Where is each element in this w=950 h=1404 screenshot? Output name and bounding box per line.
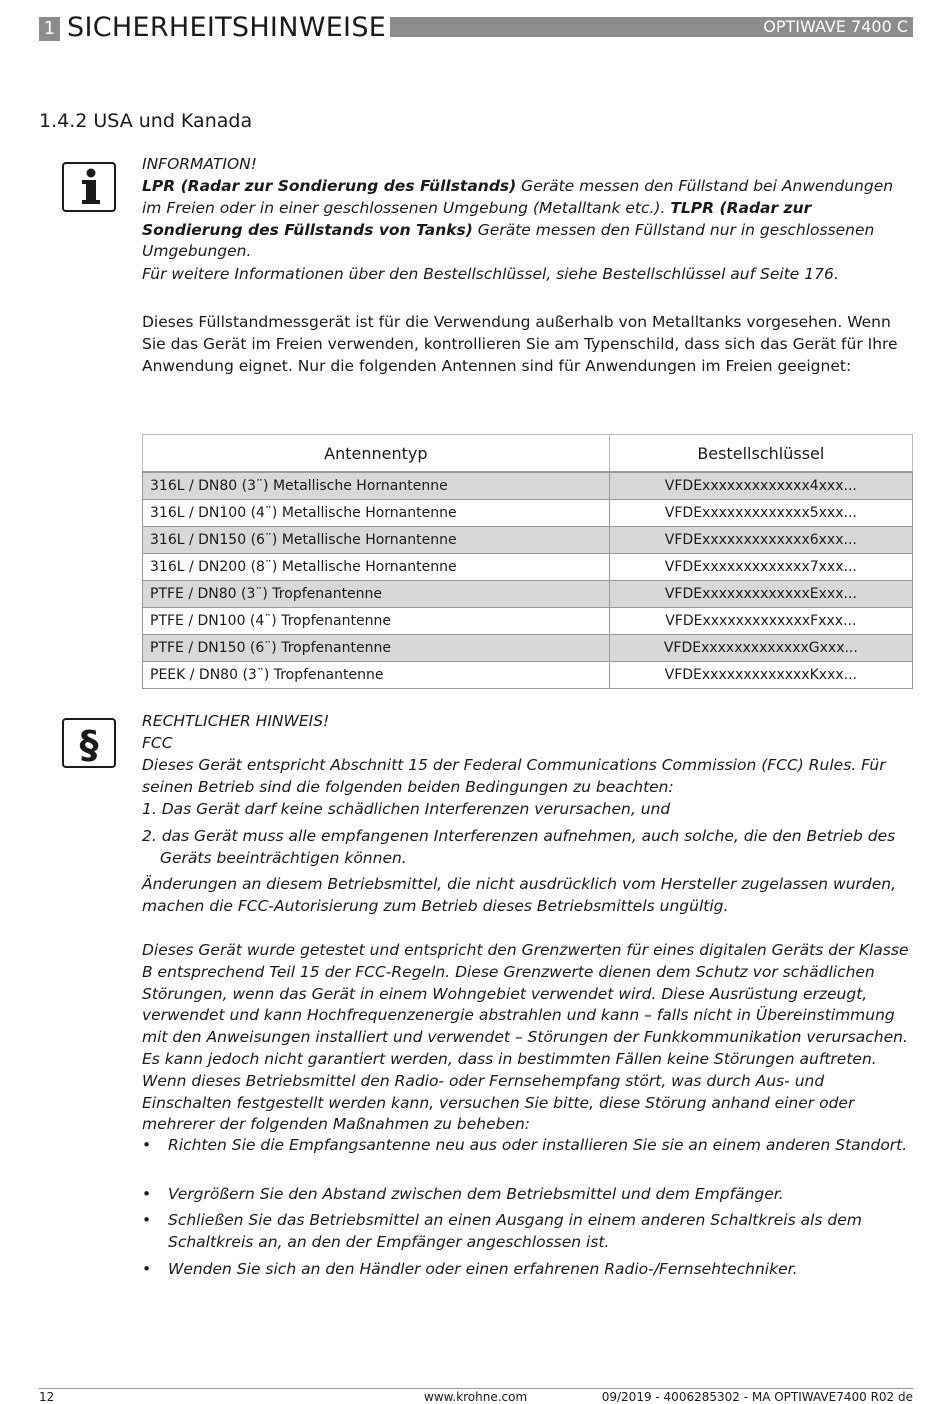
order-code: VFDExxxxxxxxxxxxxGxxx... <box>609 635 912 662</box>
bullet-dot: • <box>142 1136 152 1154</box>
condition-item-2: 2. das Gerät muss alle empfangenen Interferenzen aufnehmen, auch solche, die den Betrieb des Geräts beeinträchtigen können. <box>142 827 896 867</box>
section-sign-icon <box>62 718 116 768</box>
svg-text:§: § <box>79 723 99 766</box>
table-row <box>143 608 913 635</box>
order-code: VFDExxxxxxxxxxxxx4xxx... <box>609 472 912 500</box>
legal-subheading: FCC <box>142 734 173 752</box>
order-code: VFDExxxxxxxxxxxxxKxxx... <box>609 662 912 689</box>
condition-item-1: 1. Das Gerät darf keine schädlichen Interferenzen verursachen, und <box>142 800 671 818</box>
tlpr-text: Geräte messen den Füllstand nur in geschlossenen Umgebungen. <box>142 220 875 261</box>
antenna-type: PEEK / DN80 (3¨) Tropfenantenne <box>143 662 610 689</box>
bullet-item-2 <box>142 1184 914 1206</box>
footer-url: www.krohne.com <box>424 1390 528 1404</box>
bullet-item-1 <box>142 1135 914 1157</box>
bullet-dot: • <box>142 1211 152 1229</box>
lpr-text: Geräte messen den Füllstand bei Anwendungen im Freien oder in einer geschlossenen Umgebung (Metalltank etc.). <box>142 177 894 217</box>
legal-tested: Dieses Gerät wurde getestet und entspricht den Grenzwerten für eines digitalen Geräts der Klasse B entsprechend Teil 15 der FCC-Regeln. Diese Grenzwerte dienen dem Schutz vor schädlichen Störungen, wenn das Gerät in einem Wohngebiet verwendet wird. Diese Ausrüstung erzeugt, verwendet und kann Hochfrequenzenergie abstrahlen und kann – falls nicht in Übereinstimmung mit den Anweisungen installiert und verwendet – Störungen der Funkkommunikation verursachen. Es kann jedoch nicht garantiert werden, dass in bestimmten Fällen keine Störungen auftreten. Wenn dieses Betriebsmittel den Radio- oder Fernsehempfang stört, was durch Aus- und Einschalten festgestellt werden kann, versuchen Sie bitte, diese Störung anhand einer oder mehrerer der folgenden Maßnahmen zu beheben: <box>142 941 909 1134</box>
table-row <box>143 581 913 608</box>
bullet-text: Richten Sie die Empfangsantenne neu aus oder installieren Sie sie an einem anderen Standort. <box>168 1136 908 1154</box>
bullet-dot: • <box>142 1185 152 1203</box>
lpr-term: LPR (Radar zur Sondierung des Füllstands) <box>142 177 517 195</box>
order-code: VFDExxxxxxxxxxxxx7xxx... <box>609 554 912 581</box>
information-icon <box>62 162 116 212</box>
chapter-title: SICHERHEITSHINWEISE <box>67 12 387 43</box>
antenna-type: 316L / DN150 (6¨) Metallische Hornantenne <box>143 527 610 554</box>
bullet-item-3 <box>142 1210 914 1254</box>
antenna-type: PTFE / DN100 (4¨) Tropfenantenne <box>143 608 610 635</box>
product-name: OPTIWAVE 7400 C <box>763 17 908 36</box>
bullet-dot: • <box>142 1260 152 1278</box>
table-row <box>143 635 913 662</box>
body-paragraph: Dieses Füllstandmessgerät ist für die Verwendung außerhalb von Metalltanks vorgesehen. Wenn Sie das Gerät im Freien verwenden, kontrollieren Sie am Typenschild, dass sich das Gerät für Ihre Anwendung eignet. Nur die folgenden Antennen sind für Anwendungen im Freien geeignet: <box>142 313 898 375</box>
info-paragraph <box>142 176 914 263</box>
antenna-type: PTFE / DN150 (6¨) Tropfenantenne <box>143 635 610 662</box>
bullet-text: Vergrößern Sie den Abstand zwischen dem Betriebsmittel und dem Empfänger. <box>168 1185 784 1203</box>
table-row <box>143 527 913 554</box>
header-antennentyp: Antennentyp <box>143 435 610 473</box>
info-heading: INFORMATION! <box>142 155 257 173</box>
page-number: 12 <box>39 1390 55 1404</box>
order-code: VFDExxxxxxxxxxxxx6xxx... <box>609 527 912 554</box>
info-reference: Für weitere Informationen über den Bestellschlüssel, siehe Bestellschlüssel auf Seite 176. <box>142 265 839 283</box>
antenna-type: 316L / DN80 (3¨) Metallische Hornantenne <box>143 472 610 500</box>
legal-intro: Dieses Gerät entspricht Abschnitt 15 der Federal Communications Commission (FCC) Rules. Für seinen Betrieb sind die folgenden beiden Bedingungen zu beachten: <box>142 756 886 796</box>
header-bestellschluessel: Bestellschlüssel <box>609 435 912 473</box>
table-row <box>143 472 913 500</box>
legal-changes: Änderungen an diesem Betriebsmittel, die nicht ausdrücklich vom Hersteller zugelassen wurden, machen die FCC-Autorisierung zum Betrieb dieses Betriebsmittels ungültig. <box>142 875 897 915</box>
bullet-item-4 <box>142 1259 914 1281</box>
order-code: VFDExxxxxxxxxxxxxExxx... <box>609 581 912 608</box>
legal-heading: RECHTLICHER HINWEIS! <box>142 712 330 730</box>
tlpr-term: TLPR (Radar zur Sondierung des Füllstands von Tanks) <box>142 198 812 239</box>
antenna-type: 316L / DN200 (8¨) Metallische Hornantenne <box>143 554 610 581</box>
table-row <box>143 554 913 581</box>
chapter-number: 1 <box>39 17 60 41</box>
antenna-type: 316L / DN100 (4¨) Metallische Hornantenne <box>143 500 610 527</box>
antenna-table <box>142 434 913 689</box>
document-id: 09/2019 - 4006285302 - MA OPTIWAVE7400 R02 de <box>601 1390 913 1404</box>
bullet-text: Schließen Sie das Betriebsmittel an einen Ausgang in einem anderen Schaltkreis als dem Schaltkreis an, an den der Empfänger angeschlossen ist. <box>168 1211 862 1251</box>
order-code: VFDExxxxxxxxxxxxxFxxx... <box>609 608 912 635</box>
order-code: VFDExxxxxxxxxxxxx5xxx... <box>609 500 912 527</box>
bullet-text: Wenden Sie sich an den Händler oder einen erfahrenen Radio-/Fernsehtechniker. <box>168 1260 798 1278</box>
table-row <box>143 500 913 527</box>
footer-divider <box>39 1388 913 1389</box>
section-title: 1.4.2 USA und Kanada <box>39 110 253 132</box>
antenna-type: PTFE / DN80 (3¨) Tropfenantenne <box>143 581 610 608</box>
table-row <box>143 662 913 689</box>
